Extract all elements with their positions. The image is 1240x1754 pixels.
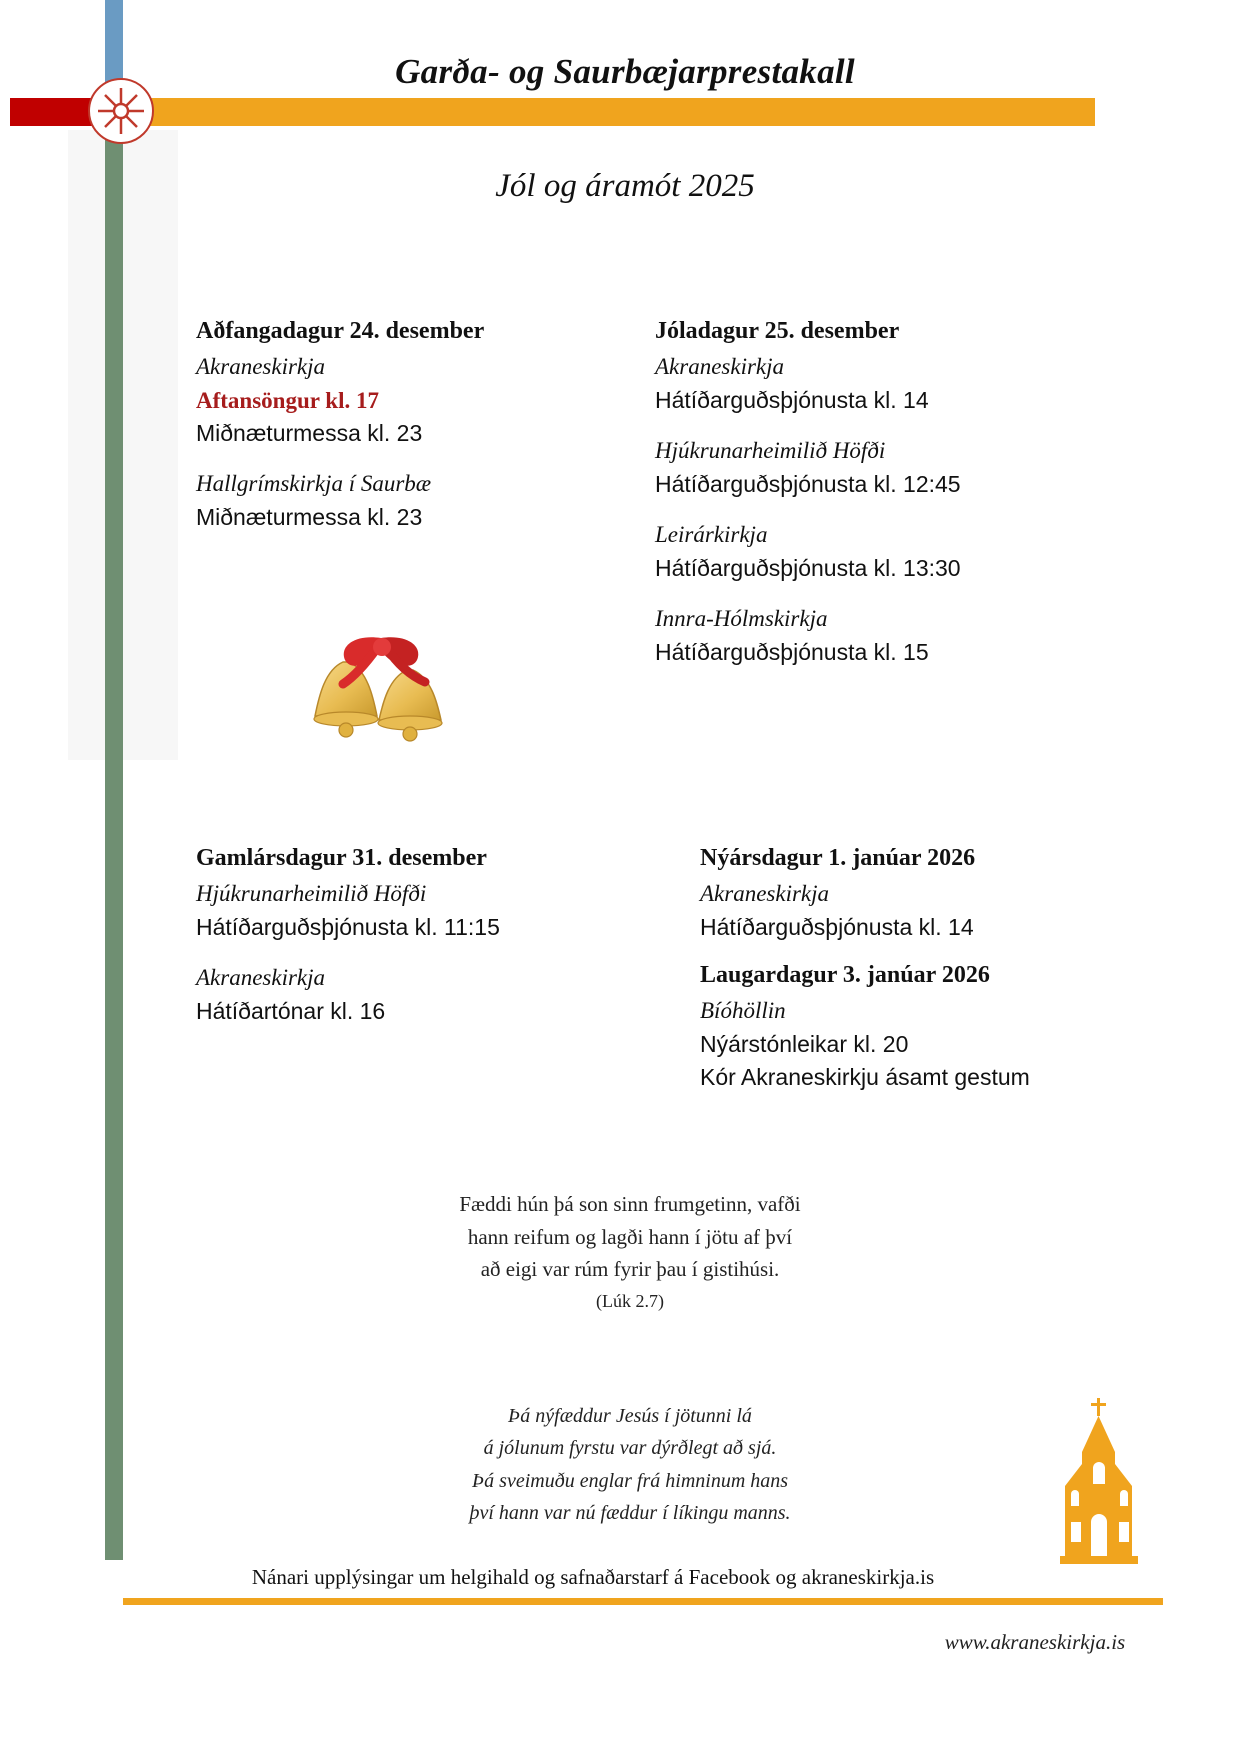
venue-group [196, 878, 626, 944]
verse-line: Þá sveimuðu englar frá himninum hans [471, 1469, 789, 1492]
event-entry: Hátíðartónar kl. 16 [196, 997, 386, 1024]
event-entry: Nýárstónleikar kl. 20 [700, 1030, 909, 1057]
day-heading: Laugardagur 3. janúar 2026 [700, 962, 990, 988]
venue-name: Akraneskirkja [700, 881, 830, 906]
event-entry: Hátíðarguðsþjónusta kl. 15 [655, 638, 929, 665]
decorative-bottom-bar [123, 1598, 1163, 1605]
schedule-block-new-years-day [700, 845, 1170, 1112]
venue-group [655, 435, 1125, 501]
event-entry: Kór Akraneskirkju ásamt gestum [700, 1064, 1030, 1090]
page-title: Jól og áramót 2025 [495, 168, 755, 204]
event-entry: Hátíðarguðsþjónusta kl. 14 [700, 913, 974, 940]
christmas-bells-icon [285, 618, 485, 748]
event-entry: Hátíðarguðsþjónusta kl. 11:15 [196, 913, 500, 940]
event-entry: Miðnæturmessa kl. 23 [196, 420, 423, 446]
venue-group [196, 962, 626, 1028]
venue-name: Hallgrímskirkja í Saurbæ [196, 471, 432, 497]
scripture-verse [300, 1188, 960, 1316]
verse-line: að eigi var rúm fyrir þau í gistihúsi. [480, 1257, 780, 1282]
venue-name: Innra-Hólmskirkja [655, 606, 828, 631]
venue-group [655, 351, 1125, 417]
venue-name: Bíóhöllin [700, 998, 786, 1023]
decorative-orange-bar [150, 98, 1095, 126]
schedule-block-christmas-day [655, 318, 1125, 687]
event-entry: Hátíðarguðsþjónusta kl. 14 [655, 386, 929, 413]
event-entry: Miðnæturmessa kl. 23 [196, 504, 423, 530]
event-entry: Hátíðarguðsþjónusta kl. 12:45 [655, 470, 961, 497]
venue-name: Hjúkrunarheimilið Höfði [196, 881, 427, 906]
verse-line: Fæddi hún þá son sinn frumgetinn, vafði [459, 1192, 801, 1216]
venue-name: Akraneskirkja [196, 965, 326, 990]
event-entry: Aftansöngur kl. 17 [196, 387, 379, 413]
venue-name: Akraneskirkja [196, 354, 326, 379]
venue-group [655, 519, 1125, 585]
decorative-panel [68, 130, 178, 760]
verse-line: hann reifum og lagði hann í jötu af því [467, 1224, 793, 1249]
cross-emblem-icon [88, 78, 154, 144]
page-header-title: Garða- og Saurbæjarprestakall [395, 52, 855, 91]
church-icon [1035, 1390, 1165, 1590]
footer-note: Nánari upplýsingar um helgihald og safnaðarstarf á Facebook og akraneskirkja.is [251, 1565, 935, 1589]
day-heading: Nýársdagur 1. janúar 2026 [700, 845, 976, 871]
hymn-verse [300, 1400, 960, 1530]
venue-name: Hjúkrunarheimilið Höfði [655, 438, 886, 463]
day-heading: Jóladagur 25. desember [655, 318, 900, 344]
venue-name: Leirárkirkja [655, 522, 768, 547]
venue-group [655, 603, 1125, 669]
day-heading: Gamlársdagur 31. desember [196, 845, 487, 871]
event-entry: Hátíðarguðsþjónusta kl. 13:30 [655, 554, 961, 581]
day-heading: Aðfangadagur 24. desember [196, 318, 485, 344]
verse-line: á jólunum fyrstu var dýrðlegt að sjá. [483, 1437, 777, 1460]
venue-group [700, 995, 1170, 1094]
schedule-block-christmas-eve [196, 318, 626, 552]
schedule-block-new-years-eve [196, 845, 626, 1046]
venue-group [700, 878, 1170, 944]
venue-group [196, 468, 626, 534]
verse-reference: (Lúk 2.7) [596, 1290, 664, 1311]
verse-line: Þá nýfæddur Jesús í jötunni lá [508, 1405, 752, 1427]
decorative-green-bar [105, 0, 123, 1560]
verse-line: því hann var nú fæddur í líkingu manns. [469, 1502, 791, 1525]
venue-group [196, 351, 626, 450]
website-url[interactable]: www.akraneskirkja.is [944, 1630, 1126, 1654]
venue-name: Akraneskirkja [655, 354, 785, 379]
